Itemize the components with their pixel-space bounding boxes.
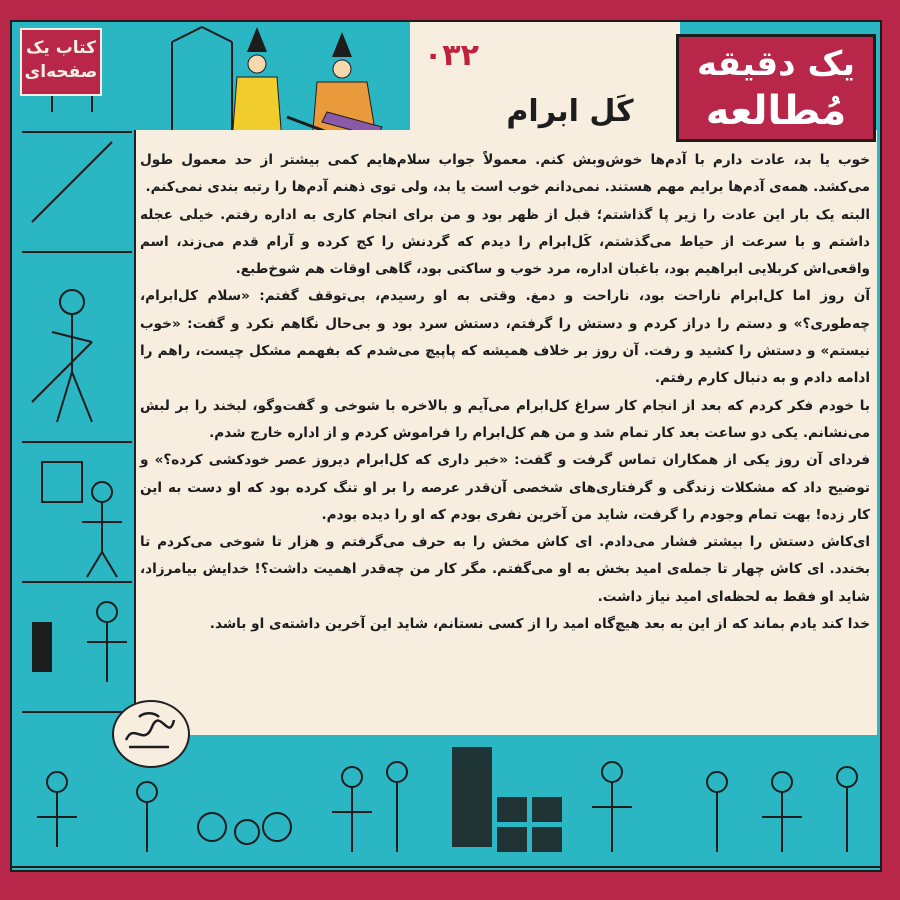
signature-seal-icon <box>112 700 190 768</box>
story-body <box>140 147 870 638</box>
series-badge <box>676 34 876 142</box>
story-title: کَل ابرام <box>506 94 634 129</box>
book-badge <box>20 28 102 96</box>
book-badge-line2: صفحه‌ای <box>24 62 98 82</box>
book-badge-line1: کتاب یک <box>25 38 96 58</box>
issue-number: ۰۳۲ <box>424 38 479 73</box>
paragraph: ای‌کاش دستش را بیشتر فشار می‌دادم. ای کاش مخش را به حرف می‌گرفتم و هزار تا شوخی می‌کردم تا بخندد. ای کاش چهار تا جمله‌ی امید بخش به او می‌گفتم. مگر کار من چه‌قدر اهمیت داشت؟! خدایش بیامرزاد، شاید او فقط به لحظه‌ای امید نیاز داشت. <box>140 534 870 605</box>
series-badge-line2: مُطالعه <box>705 88 847 134</box>
series-badge-line1: یک دقیقه <box>696 44 856 84</box>
paragraph: با خودم فکر کردم که بعد از انجام کار سراغ کل‌ابرام می‌آیم و بالاخره با شوخی و گفت‌وگو، لبخند را بر لبش می‌نشانم. یکی دو ساعت بعد کار تمام شد و من هم کل‌ابرام را فراموش کردم و از اداره خارج شدم. <box>140 397 870 441</box>
paragraph: البته یک بار این عادت را زیر پا گذاشتم؛ قبل از ظهر بود و من برای انجام کاری به اداره رفتم. خیلی عجله داشتم و با سرعت از حیاط می‌گذشتم، کَل‌ابرام را دیدم که گردنش را کج کرده و آرام قدم می‌زند، اسم واقعی‌اش کربلایی ابراهیم بود، باغبان اداره، مرد خوب و ساکتی بود، گاهی اوقات هم شوخ‌طبع. <box>140 206 870 278</box>
paragraph: آن روز اما کل‌ابرام ناراحت بود، ناراحت و دمغ. وقتی به او رسیدم، بی‌توقف گفتم: «سلام کل‌ابرام، چه‌طوری؟» و دستم را دراز کردم و دستش را گرفتم، دستش سرد بود و بی‌حال نگاهم نکرد و گفت: «خوب نیستم» و دستش را کشید و رفت. آن روز بر خلاف همیشه که پاپیچ می‌شدم که بفهمم مشکل چیست، راهم را ادامه دادم و به دنبال کارم رفتم. <box>140 288 870 387</box>
paragraph: خوب یا بد، عادت دارم با آدم‌ها خوش‌وبش کنم. معمولاً جواب سلام‌هایم کمی بیشتر از حد معمول طول می‌کشد. همه‌ی آدم‌ها برایم مهم هستند. نمی‌دانم خوب است یا بد، ولی توی ذهنم آدم‌ها را رتبه بندی نمی‌کنم. <box>140 152 870 196</box>
paragraph: خدا کند یادم بماند که از این به بعد هیچ‌گاه امید را از کسی نستانم، شاید این آخرین داشته‌ی او باشد. <box>209 616 870 633</box>
paragraph: فردای آن روز یکی از همکاران تماس گرفت و گفت: «خبر داری که کل‌ابرام دیروز عصر خودکشی کرده؟» و توضیح داد که مشکلات زندگی و گرفتاری‌های شخصی آن‌قدر عرصه را بر او تنگ کرده بود که او دست به این کار زده! بهت تمام وجودم را گرفت، شاید من آخرین نفری بودم که او را دیده بودم. <box>140 452 870 523</box>
